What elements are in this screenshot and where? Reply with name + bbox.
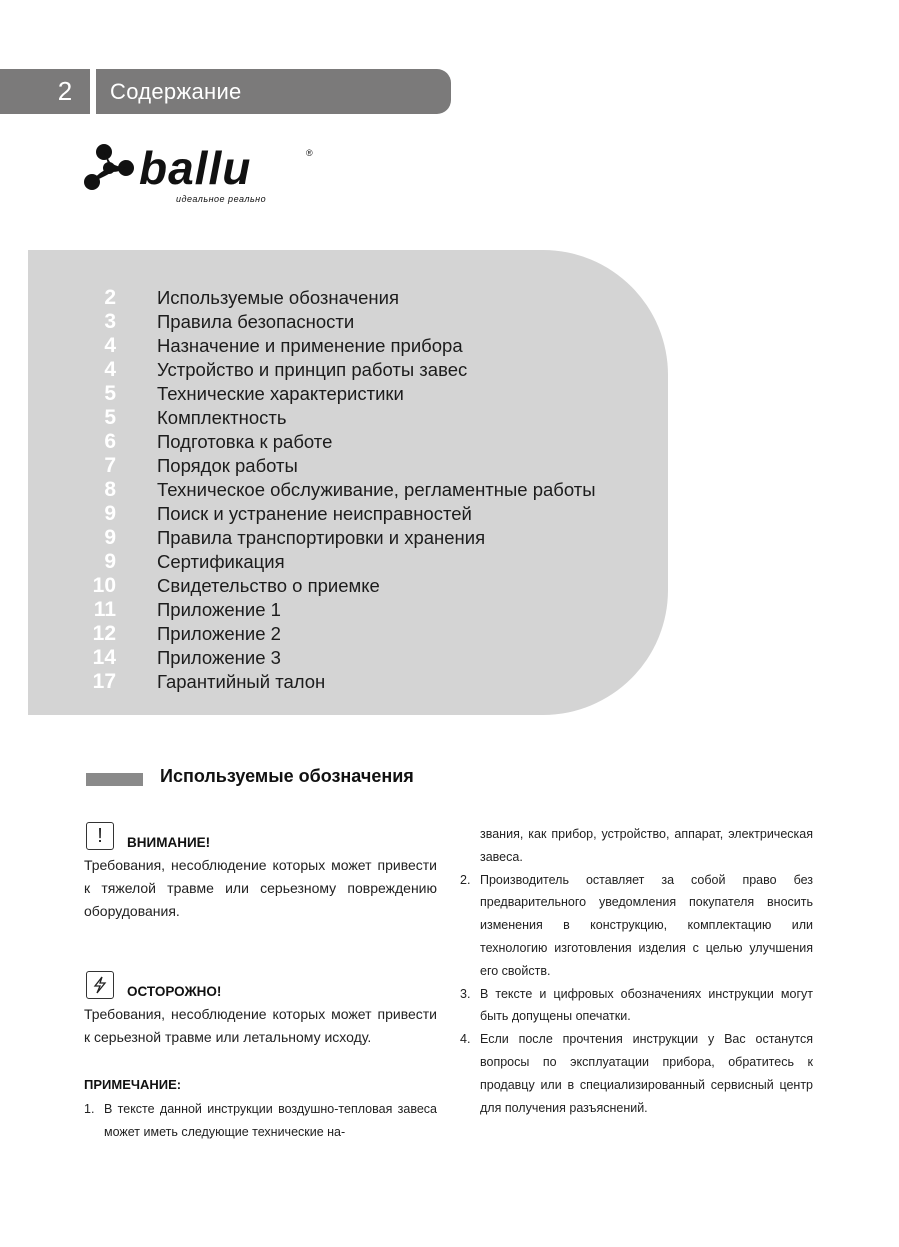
logo-fan-icon bbox=[84, 142, 140, 198]
toc-page-number: 2 bbox=[104, 286, 116, 309]
toc-page-number: 12 bbox=[92, 622, 116, 645]
toc-page-number: 6 bbox=[104, 430, 116, 453]
toc-page-number: 5 bbox=[104, 382, 116, 405]
toc-title: Технические характеристики bbox=[157, 383, 404, 404]
toc-item[interactable] bbox=[82, 574, 596, 598]
toc-title: Правила транспортировки и хранения bbox=[157, 527, 486, 548]
toc-page-number: 4 bbox=[104, 358, 116, 381]
logo-wordmark: ballu bbox=[139, 142, 252, 194]
toc-item[interactable] bbox=[82, 478, 596, 502]
toc-page-number: 9 bbox=[104, 502, 116, 525]
toc-item[interactable] bbox=[82, 670, 596, 694]
toc-page-number: 7 bbox=[104, 454, 116, 477]
left-column bbox=[84, 818, 437, 1144]
toc-title: Сертификация bbox=[157, 551, 285, 572]
ballu-logo bbox=[84, 142, 324, 212]
toc-title: Комплектность bbox=[157, 407, 287, 428]
section-title: Используемые обозначения bbox=[160, 766, 414, 786]
toc-page-number: 11 bbox=[93, 598, 116, 621]
toc-item[interactable] bbox=[82, 310, 596, 334]
toc-page-number: 10 bbox=[92, 574, 116, 597]
toc-item[interactable] bbox=[82, 550, 596, 574]
toc-item[interactable] bbox=[82, 406, 596, 430]
note-item: 2. Производитель оставляет за собой право без предварительного уведомления покупателя вносить изменения в конструкцию, комплектацию или технологию изготовления изделия с целью улучшения его свойств. bbox=[460, 872, 813, 978]
attention-label: ВНИМАНИЕ! bbox=[127, 835, 211, 850]
exclamation-icon: ! bbox=[86, 822, 114, 850]
toc-item[interactable] bbox=[82, 358, 596, 382]
attention-text: Требования, несоблюдение которых может привести к тяжелой травме или серьезному повреждению оборудования. bbox=[84, 857, 437, 919]
caution-text: Требования, несоблюдение которых может привести к серьезной травме или летальному исходу. bbox=[84, 1006, 437, 1045]
toc-page-number: 14 bbox=[92, 646, 116, 669]
note-item: 1. В тексте данной инструкции воздушно-тепловая завеса может иметь следующие технические на- bbox=[84, 1102, 437, 1139]
attention-header bbox=[84, 818, 437, 850]
toc-page-number: 9 bbox=[104, 526, 116, 549]
table-of-contents bbox=[82, 286, 596, 694]
toc-title: Назначение и применение прибора bbox=[157, 335, 463, 356]
toc-item[interactable] bbox=[82, 598, 596, 622]
toc-title: Приложение 2 bbox=[157, 623, 281, 644]
toc-title: Техническое обслуживание, регламентные работы bbox=[157, 479, 596, 500]
toc-title: Используемые обозначения bbox=[157, 287, 399, 308]
page-number: 2 bbox=[57, 76, 73, 106]
note-item-continuation: звания, как прибор, устройство, аппарат, электрическая завеса. bbox=[480, 827, 813, 864]
note-label: ПРИМЕЧАНИЕ: bbox=[84, 1077, 182, 1092]
toc-item[interactable] bbox=[82, 646, 596, 670]
toc-item[interactable] bbox=[82, 286, 596, 310]
toc-page-number: 17 bbox=[92, 670, 116, 693]
toc-item[interactable] bbox=[82, 334, 596, 358]
caution-header bbox=[84, 967, 437, 999]
page-header bbox=[0, 69, 451, 114]
toc-page-number: 3 bbox=[104, 310, 116, 333]
toc-title: Свидетельство о приемке bbox=[157, 575, 380, 596]
note-item: 4. Если после прочтения инструкции у Вас останутся вопросы по эксплуатации прибора, обратитесь к продавцу или в специализированный сервисный центр для получения разъяснений. bbox=[460, 1032, 813, 1115]
toc-title: Устройство и принцип работы завес bbox=[157, 359, 468, 380]
toc-page-number: 4 bbox=[104, 334, 116, 357]
toc-item[interactable] bbox=[82, 382, 596, 406]
toc-page-number: 9 bbox=[104, 550, 116, 573]
page-title: Содержание bbox=[110, 78, 242, 104]
toc-title: Поиск и устранение неисправностей bbox=[157, 503, 472, 524]
toc-item[interactable] bbox=[82, 526, 596, 550]
section-marker bbox=[86, 773, 143, 786]
logo-registered-mark: ® bbox=[306, 148, 313, 158]
toc-page-number: 5 bbox=[104, 406, 116, 429]
toc-title: Приложение 1 bbox=[157, 599, 281, 620]
note-list-right bbox=[460, 869, 813, 1120]
toc-title: Приложение 3 bbox=[157, 647, 281, 668]
right-column bbox=[460, 823, 813, 1119]
lightning-icon bbox=[86, 971, 114, 999]
toc-item[interactable] bbox=[82, 622, 596, 646]
toc-title: Правила безопасности bbox=[157, 311, 355, 332]
toc-title: Подготовка к работе bbox=[157, 431, 333, 452]
note-item: 3. В тексте и цифровых обозначениях инструкции могут быть допущены опечатки. bbox=[460, 986, 813, 1024]
caution-label: ОСТОРОЖНО! bbox=[127, 984, 222, 999]
toc-page-number: 8 bbox=[104, 478, 116, 501]
toc-item[interactable] bbox=[82, 502, 596, 526]
toc-item[interactable] bbox=[82, 430, 596, 454]
note-list-left bbox=[84, 1098, 437, 1144]
toc-title: Порядок работы bbox=[157, 455, 298, 476]
logo-tagline: идеальное реально bbox=[176, 194, 267, 204]
toc-item[interactable] bbox=[82, 454, 596, 478]
toc-title: Гарантийный талон bbox=[157, 671, 326, 692]
